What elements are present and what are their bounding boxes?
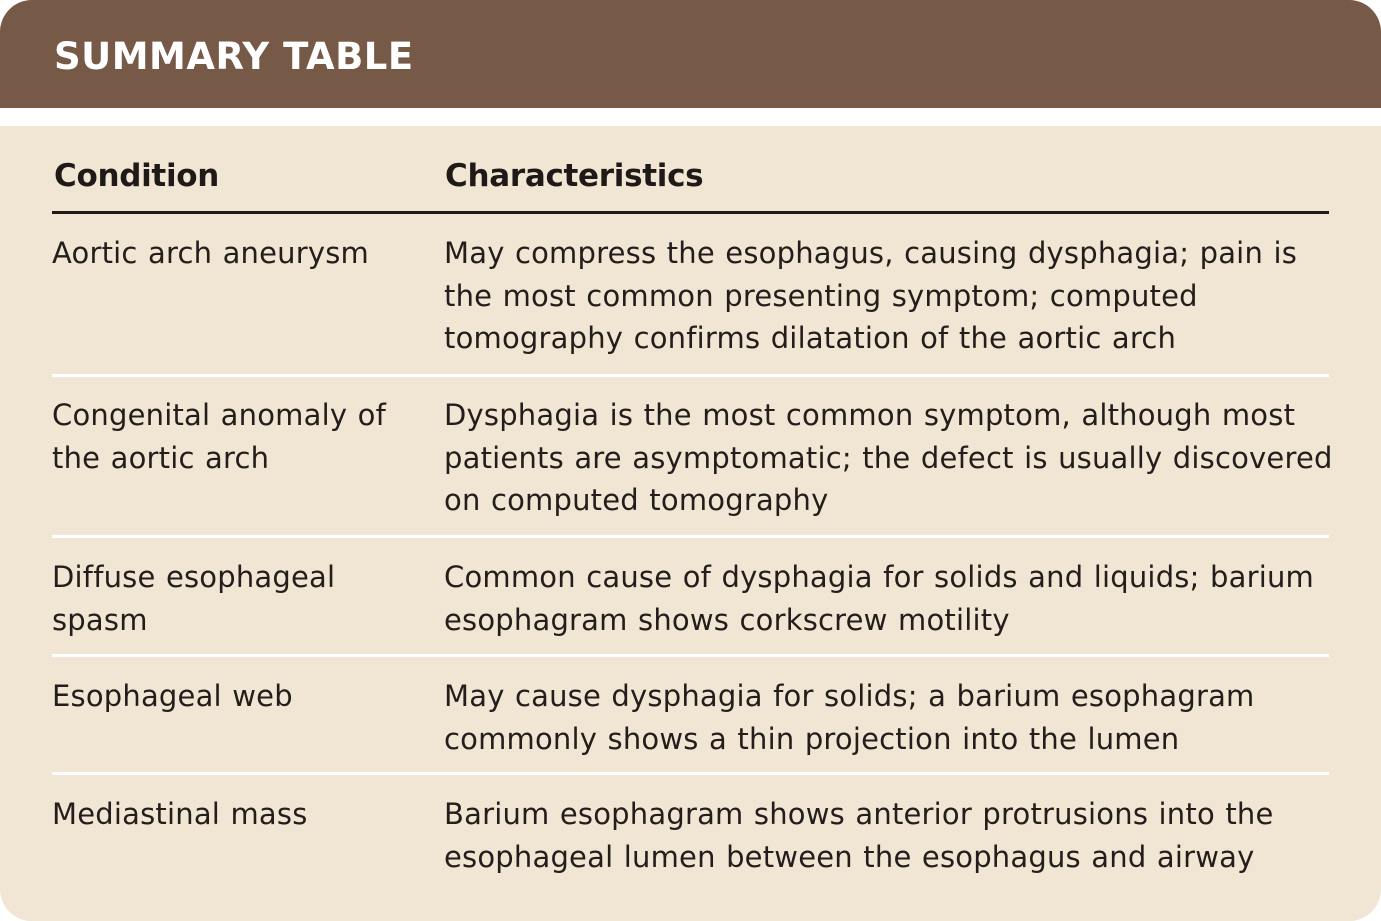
table-row-1-characteristics: May compress the esophagus, causing dysphagia; pain is the most common presenting symptom; computed tomography confirms dilatation of the aortic arch: [444, 236, 1298, 355]
table-row-2-characteristics: Dysphagia is the most common symptom, although most patients are asymptomatic; the defect is usually discovered on computed tomography: [444, 398, 1333, 517]
row-divider: [52, 772, 1329, 775]
table-header-bar: [0, 0, 1381, 108]
table-row-3-condition: Diffuse esophageal spasm: [52, 560, 336, 637]
table-row-1-condition: Aortic arch aneurysm: [52, 236, 369, 270]
header-divider: [0, 108, 1381, 126]
row-divider: [52, 654, 1329, 657]
table-title: SUMMARY TABLE: [54, 35, 414, 78]
table-row-5-characteristics: Barium esophagram shows anterior protrusions into the esophageal lumen between the esophagus and airway: [444, 797, 1274, 874]
summary-table: [0, 126, 1381, 921]
row-divider: [52, 374, 1329, 377]
column-header-characteristics: Characteristics: [445, 158, 704, 194]
column-header-condition: Condition: [54, 158, 220, 194]
table-row-4-condition: Esophageal web: [52, 679, 293, 713]
row-divider: [52, 535, 1329, 538]
table-row-4-characteristics: May cause dysphagia for solids; a barium esophagram commonly shows a thin projection into the lumen: [444, 679, 1255, 756]
table-row-5-condition: Mediastinal mass: [52, 797, 308, 831]
header-rule: [52, 211, 1329, 214]
table-row-2-condition: Congenital anomaly of the aortic arch: [52, 398, 386, 475]
table-row-3-characteristics: Common cause of dysphagia for solids and liquids; barium esophagram shows corkscrew motility: [444, 560, 1314, 637]
